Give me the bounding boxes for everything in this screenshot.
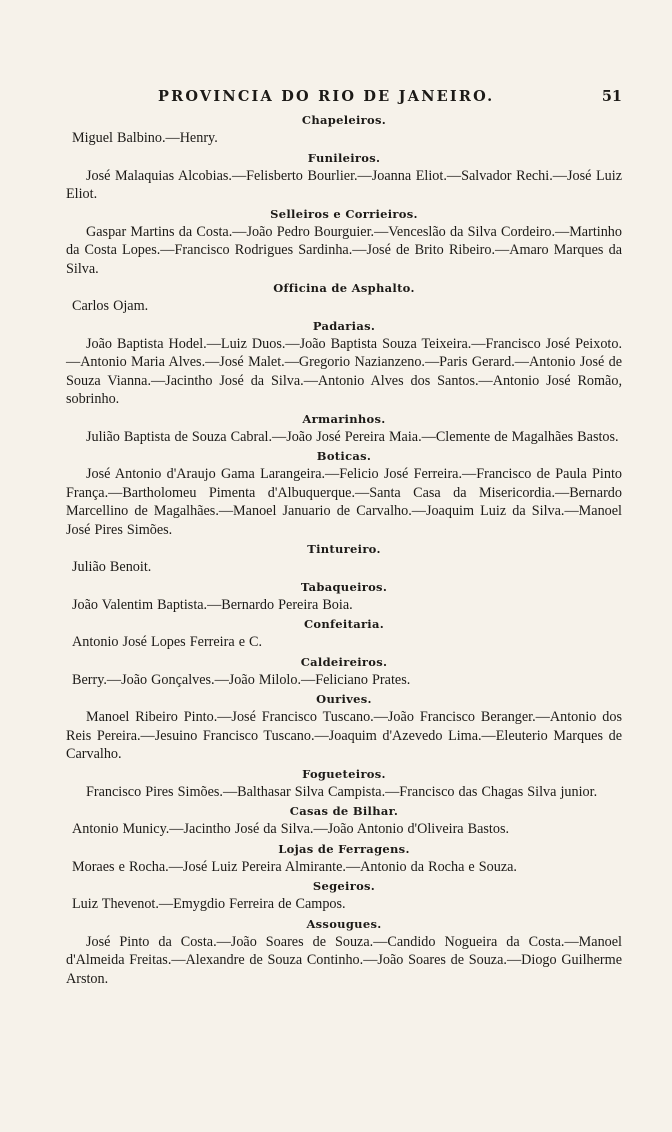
section-heading: Chapeleiros. <box>301 113 387 127</box>
section-heading: Caldeireiros. <box>300 654 388 669</box>
section-chapeleiros <box>66 112 622 148</box>
section-body: Julião Benoit. <box>72 559 152 575</box>
section-heading: Lojas de Ferragens. <box>278 841 410 856</box>
section-body: Carlos Ojam. <box>72 298 149 314</box>
section-heading: Casas de Bilhar. <box>289 804 399 818</box>
section-heading: Segeiros. <box>312 879 376 893</box>
section-body: José Pinto da Costa.—João Soares de Souza.—Candido Nogueira da Costa.—Manoel d'Almeida Freitas.—Alexandre de Souza Continho.—João Soares de Souza.—Diogo Guilherme Arston. <box>66 933 622 987</box>
section-body: João Valentim Baptista.—Bernardo Pereira Boia. <box>72 596 353 613</box>
section-heading: Funileiros. <box>307 150 381 165</box>
section-tabaqueiros <box>66 579 622 615</box>
section-ourives <box>66 691 622 764</box>
running-head <box>66 86 622 108</box>
section-lojas-de-ferragens <box>66 841 622 877</box>
section-body: João Baptista Hodel.—Luiz Duos.—João Baptista Souza Teixeira.—Francisco José Peixoto.—Antonio Maria Alves.—José Malet.—Gregorio Nazianzeno.—Paris Gerard.—Antonio José de Souza Vianna.—Jacintho José da Silva.—Antonio Alves dos Santos.—Antonio José Romão, sobrinho. <box>66 335 622 407</box>
section-heading: Confeitaria. <box>303 617 385 631</box>
section-selleiros <box>66 206 622 279</box>
section-body: José Antonio d'Araujo Gama Larangeira.—Felicio José Ferreira.—Francisco de Paula Pinto França.—Bartholomeu Pimenta d'Albuquerque.—Santa Casa da Misericordia.—Bernardo Marcellino de Magalhães.—Manoel Januario de Carvalho.—Joaquim Luiz da Silva.—Manoel José Pires Simões. <box>66 466 622 538</box>
section-body: Francisco Pires Simões.—Balthasar Silva Campista.—Francisco das Chagas Silva junior. <box>86 783 598 800</box>
section-heading: Boticas. <box>316 449 372 463</box>
section-heading: Padarias. <box>312 318 376 333</box>
section-body: Julião Baptista de Souza Cabral.—João José Pereira Maia.—Clemente de Magalhães Bastos. <box>86 428 619 445</box>
section-heading: Officina de Asphalto. <box>273 281 415 295</box>
section-body: Manoel Ribeiro Pinto.—José Francisco Tuscano.—João Francisco Beranger.—Antonio dos Reis Pereira.—Jesuino Francisco Tuscano.—Joaquim d'Azevedo Lima.—Eleuterio Marques de Carvalho. <box>66 709 622 762</box>
section-body: Moraes e Rocha.—José Luiz Pereira Almirante.—Antonio da Rocha e Souza. <box>72 858 517 875</box>
page-number: 51 <box>601 88 622 105</box>
section-heading: Assougues. <box>306 916 382 931</box>
section-casas-de-bilhar <box>66 803 622 839</box>
section-body: Berry.—João Gonçalves.—João Milolo.—Feliciano Prates. <box>72 671 411 688</box>
section-confeitaria <box>66 616 622 652</box>
section-armarinhos <box>66 411 622 447</box>
section-asphalto <box>66 280 622 316</box>
section-heading: Armarinhos. <box>302 411 386 426</box>
section-padarias <box>66 318 622 409</box>
section-boticas <box>66 448 622 539</box>
section-body: José Malaquias Alcobias.—Felisberto Bourlier.—Joanna Eliot.—Salvador Rechi.—José Luiz Eliot. <box>66 167 622 202</box>
section-heading: Selleiros e Corrieiros. <box>270 206 418 221</box>
section-body: Luiz Thevenot.—Emygdio Ferreira de Campos. <box>72 896 346 912</box>
section-segeiros <box>66 878 622 914</box>
section-heading: Tabaqueiros. <box>300 579 388 594</box>
section-body: Antonio José Lopes Ferreira e C. <box>72 634 263 650</box>
section-funileiros <box>66 150 622 204</box>
running-title: PROVINCIA DO RIO DE JANEIRO. <box>158 88 495 105</box>
section-heading: Fogueteiros. <box>302 766 386 781</box>
section-body: Miguel Balbino.—Henry. <box>72 130 218 146</box>
section-heading: Ourives. <box>316 692 372 706</box>
section-heading: Tintureiro. <box>307 542 381 556</box>
section-tintureiro <box>66 541 622 577</box>
section-body: Antonio Municy.—Jacintho José da Silva.—João Antonio d'Oliveira Bastos. <box>72 821 510 837</box>
section-caldeireiros <box>66 654 622 690</box>
section-body: Gaspar Martins da Costa.—João Pedro Bourguier.—Venceslão da Silva Cordeiro.—Martinho da Costa Lopes.—Francisco Rodrigues Sardinha.—José de Brito Ribeiro.—Amaro Marques da Silva. <box>66 223 622 277</box>
section-assougues <box>66 916 622 989</box>
section-fogueteiros <box>66 766 622 802</box>
